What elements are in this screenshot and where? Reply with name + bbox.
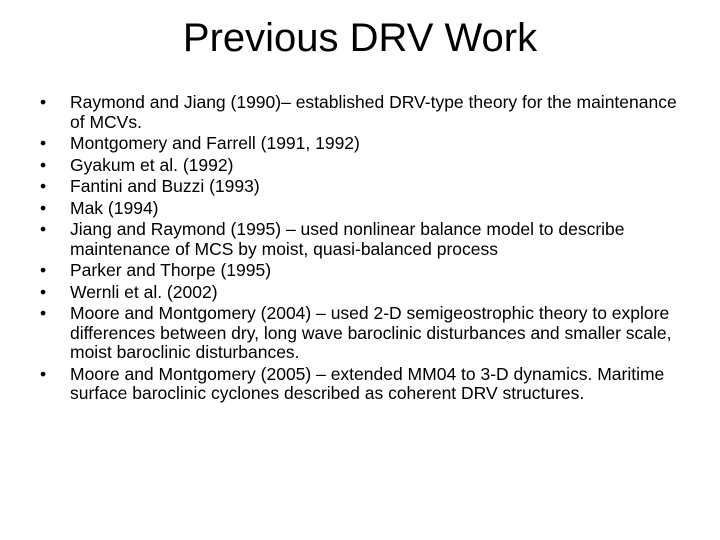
bullet-mark: • (40, 154, 47, 175)
bullet-item (36, 134, 686, 154)
bullet-item (36, 220, 686, 259)
bullet-item (36, 177, 686, 197)
bullet-item (36, 365, 686, 404)
bullet-item (36, 261, 686, 281)
bullet-item (36, 283, 686, 303)
bullet-mark: • (40, 197, 47, 218)
bullet-item (36, 304, 686, 363)
bullet-text: Montgomery and Farrell (1991, 1992) (70, 133, 360, 153)
bullet-item (36, 199, 686, 219)
bullet-mark: • (40, 176, 47, 196)
bullet-text: Raymond and Jiang (1990)– established DRV-type theory for the maintenance of MCVs. (70, 92, 677, 132)
bullet-text: Moore and Montgomery (2005) – extended MM04 to 3-D dynamics. Maritime surface baroclinic cyclones described as coherent DRV structures. (70, 363, 665, 403)
bullet-text: Fantini and Buzzi (1993) (70, 176, 260, 196)
bullet-item (36, 93, 686, 132)
bullet-mark: • (40, 133, 47, 153)
bullet-mark: • (40, 363, 47, 384)
bullet-list (36, 93, 686, 406)
bullet-text: Parker and Thorpe (1995) (70, 260, 272, 280)
bullet-mark: • (40, 260, 47, 280)
bullet-text: Mak (1994) (70, 197, 159, 218)
bullet-item (36, 156, 686, 176)
bullet-mark: • (40, 303, 47, 323)
slide-title: Previous DRV Work (182, 16, 538, 60)
bullet-text: Jiang and Raymond (1995) – used nonlinear balance model to describe maintenance of MCS by moist, quasi-balanced process (70, 219, 625, 259)
bullet-text: Wernli et al. (2002) (70, 281, 218, 302)
bullet-mark: • (40, 219, 47, 239)
bullet-mark: • (40, 281, 47, 302)
bullet-mark: • (40, 92, 47, 112)
bullet-text: Moore and Montgomery (2004) – used 2-D semigeostrophic theory to explore differences between dry, long wave baroclinic disturbances and smaller scale, moist baroclinic disturbances. (70, 303, 672, 362)
bullet-text: Gyakum et al. (1992) (70, 154, 234, 175)
